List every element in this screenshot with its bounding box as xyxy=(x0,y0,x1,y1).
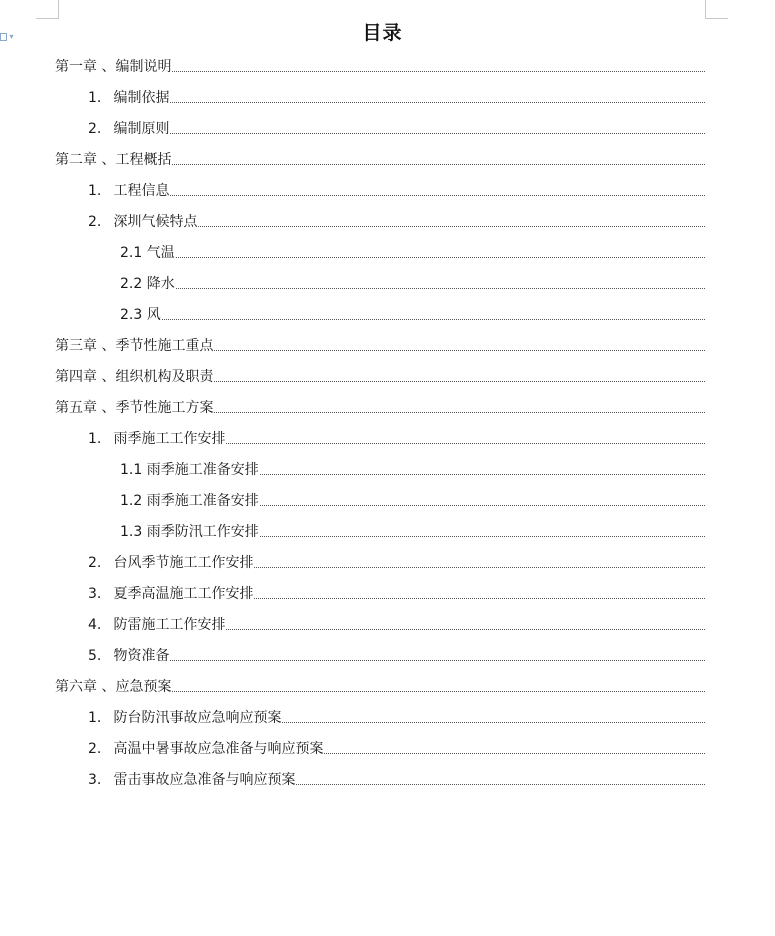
toc-entry-title: 工程概括 xyxy=(115,152,172,168)
toc-entry-number: 1.2 xyxy=(120,493,147,509)
toc-entry[interactable] xyxy=(120,274,705,294)
toc-entry-number: 2. xyxy=(88,555,102,571)
toc-entry-title: 物资准备 xyxy=(109,648,170,664)
toc-dot-leader xyxy=(260,504,705,506)
toc-entry-number: 2. xyxy=(88,741,102,757)
toc-entry[interactable] xyxy=(120,305,705,325)
toc-entry-title: 雨季施工准备安排 xyxy=(146,462,259,478)
toc-dot-leader xyxy=(254,566,705,568)
toc-entry-title: 编制原则 xyxy=(109,121,170,137)
toc-entry[interactable] xyxy=(88,88,705,108)
toc-dot-leader xyxy=(214,380,705,382)
toc-dot-leader xyxy=(260,473,705,475)
toc-entry-title: 工程信息 xyxy=(109,183,170,199)
toc-entry-number: 1. xyxy=(88,710,102,726)
toc-entry-title: 雨季施工工作安排 xyxy=(109,431,226,447)
toc-entry-title: 台风季节施工工作安排 xyxy=(109,555,254,571)
toc-entry-title: 气温 xyxy=(146,245,175,261)
toc-entry-number: 第五章 、 xyxy=(55,400,116,416)
toc-entry[interactable] xyxy=(55,336,705,356)
toc-entry-title: 降水 xyxy=(146,276,175,292)
toc-entry-title: 防雷施工工作安排 xyxy=(109,617,226,633)
toc-entry-title: 雷击事故应急准备与响应预案 xyxy=(109,772,296,788)
toc-entry-title: 深圳气候特点 xyxy=(109,214,198,230)
toc-entry-title: 风 xyxy=(146,307,161,323)
paragraph-marker-icon: ▾ xyxy=(0,31,16,43)
toc-dot-leader xyxy=(254,597,705,599)
toc-dot-leader xyxy=(324,752,705,754)
toc-entry-number: 5. xyxy=(88,648,102,664)
toc-entry[interactable] xyxy=(88,553,705,573)
toc-entry-title: 雨季防汛工作安排 xyxy=(146,524,259,540)
page-corner-mark-right xyxy=(705,0,728,19)
toc-entry-number: 第四章 、 xyxy=(55,369,116,385)
toc-dot-leader xyxy=(176,287,705,289)
toc-entry[interactable] xyxy=(88,708,705,728)
toc-entry[interactable] xyxy=(55,398,705,418)
toc-dot-leader xyxy=(282,721,705,723)
toc-entry[interactable] xyxy=(88,770,705,790)
toc-dot-leader xyxy=(172,163,705,165)
toc-dot-leader xyxy=(214,411,705,413)
toc-entry-number: 4. xyxy=(88,617,102,633)
toc-entry[interactable] xyxy=(55,367,705,387)
toc-entry-title: 编制说明 xyxy=(115,59,172,75)
toc-dot-leader xyxy=(176,256,705,258)
toc-entry-title: 夏季高温施工工作安排 xyxy=(109,586,254,602)
toc-entry-number: 2.2 xyxy=(120,276,147,292)
toc-entry-title: 雨季施工准备安排 xyxy=(146,493,259,509)
toc-entry-title: 季节性施工方案 xyxy=(115,400,214,416)
toc-entry-title: 季节性施工重点 xyxy=(115,338,214,354)
toc-entry-number: 第六章 、 xyxy=(55,679,116,695)
toc-entry[interactable] xyxy=(88,212,705,232)
toc-dot-leader xyxy=(260,535,705,537)
toc-entry-number: 2.1 xyxy=(120,245,147,261)
toc-dot-leader xyxy=(170,194,705,196)
toc-entry-number: 第三章 、 xyxy=(55,338,116,354)
toc-entry[interactable] xyxy=(88,429,705,449)
toc-entry-title: 防台防汛事故应急响应预案 xyxy=(109,710,282,726)
toc-dot-leader xyxy=(214,349,705,351)
toc-entry[interactable] xyxy=(120,522,705,542)
toc-entry[interactable] xyxy=(88,181,705,201)
toc-dot-leader xyxy=(162,318,705,320)
toc-dot-leader xyxy=(226,442,705,444)
toc-entry-number: 1. xyxy=(88,90,102,106)
toc-entry-title: 应急预案 xyxy=(115,679,172,695)
toc-entry[interactable] xyxy=(88,615,705,635)
toc-entry-number: 1. xyxy=(88,431,102,447)
toc-entry-number: 1.3 xyxy=(120,524,147,540)
toc-entry-number: 3. xyxy=(88,772,102,788)
toc-entry-number: 2. xyxy=(88,121,102,137)
toc-dot-leader xyxy=(170,659,705,661)
toc-entry[interactable] xyxy=(88,646,705,666)
toc-entry-number: 3. xyxy=(88,586,102,602)
toc-dot-leader xyxy=(172,690,705,692)
toc-entry-number: 第一章 、 xyxy=(55,59,116,75)
toc-entry[interactable] xyxy=(120,243,705,263)
toc-entry-number: 第二章 、 xyxy=(55,152,116,168)
toc-entry-number: 2.3 xyxy=(120,307,147,323)
page-corner-mark-left xyxy=(36,0,59,19)
toc-dot-leader xyxy=(226,628,705,630)
toc-entry-title: 组织机构及职责 xyxy=(115,369,214,385)
toc-dot-leader xyxy=(172,70,705,72)
toc-entry-title: 高温中暑事故应急准备与响应预案 xyxy=(109,741,324,757)
toc-entry[interactable] xyxy=(88,739,705,759)
toc-entry[interactable] xyxy=(88,584,705,604)
toc-entry[interactable] xyxy=(55,150,705,170)
toc-entry-number: 1.1 xyxy=(120,462,147,478)
toc-dot-leader xyxy=(170,132,705,134)
toc-entry-title: 编制依据 xyxy=(109,90,170,106)
toc-entry[interactable] xyxy=(120,460,705,480)
toc-entry[interactable] xyxy=(55,677,705,697)
toc-dot-leader xyxy=(296,783,705,785)
toc-entry[interactable] xyxy=(120,491,705,511)
toc-entry-number: 2. xyxy=(88,214,102,230)
toc-entry-number: 1. xyxy=(88,183,102,199)
page-title: 目录 xyxy=(362,22,403,44)
toc-entry[interactable] xyxy=(88,119,705,139)
toc-entry[interactable] xyxy=(55,57,705,77)
toc-dot-leader xyxy=(198,225,705,227)
toc-dot-leader xyxy=(170,101,705,103)
